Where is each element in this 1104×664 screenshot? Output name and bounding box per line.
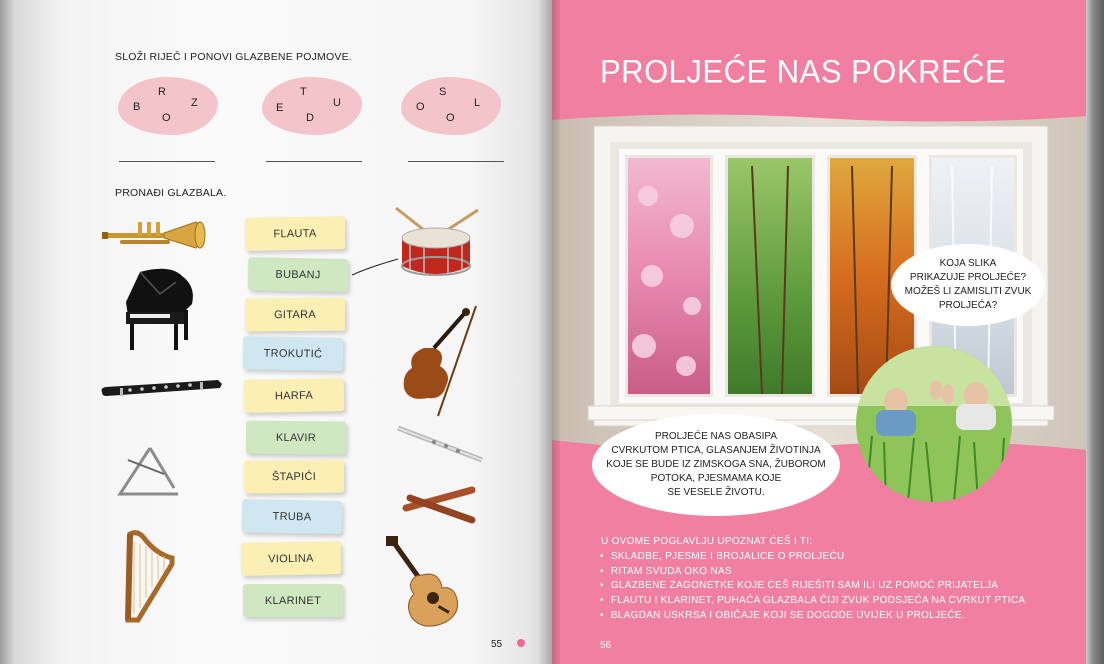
drum-image xyxy=(394,204,484,284)
triangle-image xyxy=(114,442,184,500)
book-edge xyxy=(1086,0,1104,664)
label-card-flauta[interactable]: FLAUTA xyxy=(245,216,346,251)
scramble-letter: R xyxy=(158,86,166,98)
spring-text-bubble xyxy=(592,414,840,516)
question-line: PRIKAZUJE PROLJEĆE? xyxy=(909,272,1027,283)
scramble-letter: O xyxy=(162,112,171,124)
violin-image xyxy=(394,304,484,418)
bubble-line: PROLJEĆE NAS OBASIPA xyxy=(654,431,778,442)
list-item: • FLAUTU I KLARINET, PUHAĆA GLAZBALA ČIJI ZVUK PODSJEĆA NA CVRKUT PTICA xyxy=(600,594,1025,609)
bubble-line: POTOKA, PJESMAMA KOJE xyxy=(650,473,782,484)
question-line: KOJA SLIKA xyxy=(939,258,997,269)
label-card-harfa[interactable]: HARFA xyxy=(244,378,345,413)
scramble-blob-1 xyxy=(118,77,218,135)
scramble-letter: O xyxy=(416,101,425,113)
bubble-line: SE VESELE ŽIVOTU. xyxy=(667,487,765,498)
flute-image xyxy=(394,420,488,466)
label-card-klavir[interactable]: KLAVIR xyxy=(246,421,346,455)
question-bubble xyxy=(891,244,1045,326)
scramble-letter: Z xyxy=(191,97,198,109)
label-card-trokutic[interactable]: TROKUTIĆ xyxy=(243,336,344,371)
scramble-letter: B xyxy=(133,101,141,113)
book-spine-shadow xyxy=(538,0,560,664)
scramble-blob-3 xyxy=(401,77,501,135)
list-item: • GLAZBENE ZAGONETKE KOJE ĆEŠ RIJEŠITI SAM ILI UZ POMOĆ PRIJATELJA xyxy=(600,579,1025,594)
list-item: • SKLADBE, PJESME I BROJALICE O PROLJEĆU xyxy=(600,550,1025,565)
page-number-right: 56 xyxy=(600,640,612,651)
bubble-line: KOJE SE BUDE IZ ZIMSKOGA SNA, ŽUBOROM xyxy=(606,459,826,470)
label-card-bubanj[interactable]: BUBANJ xyxy=(248,257,349,292)
scramble-letter: E xyxy=(276,102,284,114)
rhythm-sticks-image xyxy=(402,484,480,528)
label-card-klarinet[interactable]: KLARINET xyxy=(243,584,343,617)
guitar-image xyxy=(386,536,466,630)
children-photo-graphic xyxy=(856,346,1012,502)
bubble-line: CVRKUTOM PTICA, GLASANJEM ŽIVOTINJA xyxy=(611,445,821,456)
children-in-grass-photo xyxy=(856,346,1012,502)
answer-line-3[interactable] xyxy=(408,161,504,162)
chapter-title: PROLJEĆE NAS POKREĆE xyxy=(600,53,1007,90)
label-card-truba[interactable]: TRUBA xyxy=(242,499,343,534)
chapter-topics-list xyxy=(600,550,1025,624)
scramble-blob-2 xyxy=(262,77,362,135)
label-card-stapici[interactable]: ŠTAPIĆI xyxy=(244,460,344,494)
answer-line-2[interactable] xyxy=(266,161,362,162)
chapter-intro: U OVOME POGLAVLJU UPOZNAT ĆEŠ I TI: xyxy=(601,536,813,547)
page-marker-dot xyxy=(517,639,525,647)
grand-piano-image xyxy=(120,264,200,354)
harp-image xyxy=(120,528,182,624)
scramble-letter: U xyxy=(333,97,341,109)
scramble-letter: L xyxy=(474,97,481,109)
page-number-left: 55 xyxy=(491,639,503,650)
question-line: MOŽEŠ LI ZAMISLITI ZVUK xyxy=(904,286,1032,297)
clarinet-image xyxy=(100,376,226,400)
label-card-violina[interactable]: VIOLINA xyxy=(241,541,342,576)
list-item: • BLAGDAN USKRSA I OBIČAJE KOJI SE DOGODE UVIJEK U PROLJEĆE. xyxy=(600,609,1025,624)
label-card-gitara[interactable]: GITARA xyxy=(245,298,345,332)
instruction-word-puzzle: SLOŽI RIJEČ I PONOVI GLAZBENE POJMOVE. xyxy=(115,51,352,63)
scramble-letter: D xyxy=(306,112,314,124)
answer-line-1[interactable] xyxy=(119,161,215,162)
scramble-letter: S xyxy=(439,86,447,98)
trumpet-image xyxy=(100,214,210,254)
scramble-letter: O xyxy=(446,112,455,124)
question-line: PROLJEĆA? xyxy=(938,300,998,311)
list-item: • RITAM SVUDA OKO NAS xyxy=(600,565,1025,580)
instruction-find-instruments: PRONAĐI GLAZBALA. xyxy=(115,187,227,199)
scramble-letter: T xyxy=(300,86,307,98)
